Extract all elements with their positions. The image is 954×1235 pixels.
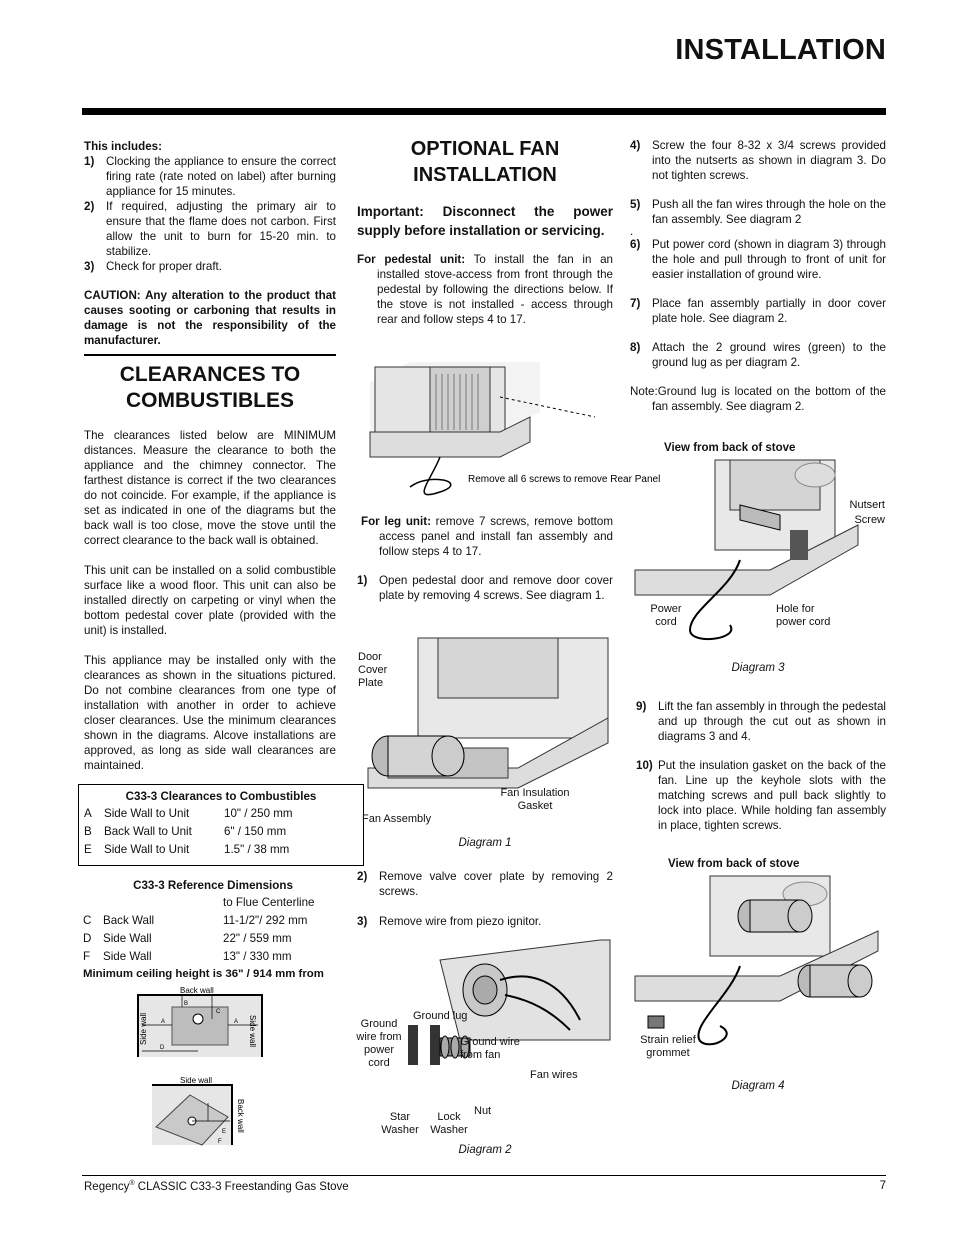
clearances-para-1: The clearances listed below are MINIMUM distances. Measure the clearance to both the appliance and the chimney connector. The farthest distance is correct if the two clearances do not coincide. For example, if the appliance is set as indicated in one of the diagrams but the back wall is too close, move the stove until the correct clearance to the back wall is obtained. [84,428,336,547]
diag-letter: A [161,1019,166,1025]
ground-lug-note: Note:Ground lug is located on the bottom of the fan assembly. See diagram 2. [630,385,886,413]
footer-rule [82,1175,886,1176]
list-item: 1) Clocking the appliance to ensure the correct firing rate (rate noted on label) after burning appliance for 15 minutes. [84,155,336,198]
steps-4-8 [630,138,886,414]
ground-power-label: Ground wire from power cord [356,1018,402,1069]
clearances-para-2: This unit can be installed on a solid combustible surface like a wood floor. This unit can also be installed directly on carpeting or vinyl when the bottom pedestal cover plate (provided with the unit) is installed. [84,563,336,637]
diag-letter: A [234,1019,239,1025]
pedestal-instructions: For pedestal unit: To install the fan in an installed stove-access from front through the pedestal by following the directions below. If the stove is not installed - access through rear and follow steps 4 to 17. [357,253,613,326]
page-title: INSTALLATION [675,34,886,66]
includes-heading: This includes: [84,140,162,153]
stray-dot: . [630,225,634,238]
diagram-4 [630,876,880,1046]
diag-letter: B [184,1001,189,1007]
diag-letter: C [216,1009,221,1015]
step-1: 1) Open pedestal door and remove door cover plate by removing 4 screws. See diagram 1. [357,574,613,602]
diag-back-wall-label: Back wall [180,986,214,995]
diagram-1-caption: Diagram 1 [458,837,512,849]
table-row: D Side Wall 22" / 559 mm [83,932,292,945]
diag-back-wall-right: Back wall [236,1099,245,1133]
table-row: C Back Wall 11-1/2"/ 292 mm [83,914,308,927]
steps-2-3 [357,869,613,929]
clearances-table-title: C33-3 Clearances to Combustibles [125,790,317,803]
ceiling-note: Minimum ceiling height is 36" / 914 mm from [83,968,324,980]
step-4: 4) Screw the four 8-32 x 3/4 screws provided into the nutserts as shown in diagram 3. Do not tighten screws. [630,139,886,182]
diag-letter: E [222,1129,227,1135]
hole-label: Hole for power cord [776,603,831,628]
power-cord-label: Power cord [650,603,682,628]
steps-9-10 [630,699,886,833]
caution-text: CAUTION: Any alteration to the product that causes sooting or carboning that results in damage is not the responsibility of the manufacturer. [84,289,336,347]
nutsert-label: Nutsert Screw [849,499,885,526]
reference-table-title: C33-3 Reference Dimensions [133,879,293,892]
step-3: 3) Remove wire from piezo ignitor. [357,915,542,928]
fan-section [357,136,613,327]
lock-washer-label: Lock Washer [430,1111,468,1136]
footer [84,1180,886,1193]
table-row: E Side Wall to Unit 1.5" / 38 mm [84,843,290,856]
star-washer-label: Star Washer [381,1111,419,1136]
gasket-label: Fan Insulation Gasket [500,787,570,812]
clearance-diagram [132,985,272,1145]
rear-panel-diagram [370,362,661,512]
strain-relief-label: Strain relief grommet [640,1034,696,1059]
fan-heading: OPTIONAL FAN INSTALLATION [410,138,560,186]
step-2: 2) Remove valve cover plate by removing 2 screws. [357,870,613,898]
fan-assembly-label: Fan Assembly [362,813,432,825]
step-8: 8) Attach the 2 ground wires (green) to the ground lug as per diagram 2. [630,341,886,369]
step-9: 9) Lift the fan assembly in through the pedestal and up through the cut out as shown in diagrams 3 and 4. [636,700,886,743]
clearances-table [78,784,364,866]
leg-instructions: For leg unit: remove 7 screws, remove bottom access panel and install fan assembly and follow steps 4 to 17. [361,515,613,558]
list-item: 2) If required, adjusting the primary air to ensure that the flame does not carbon. First allow the unit to burn for 15-20 min. to stabilize. [84,200,336,258]
diagram-4-caption: Diagram 4 [731,1080,785,1092]
table-row: F Side Wall 13" / 330 mm [83,950,292,963]
clearances-heading: CLEARANCES TO COMBUSTIBLES [119,362,301,412]
nut-label: Nut [474,1105,492,1117]
door-cover-label: Door Cover Plate [358,651,388,689]
includes-section [84,139,336,773]
leg-section [357,514,613,603]
step-6: 6) Put power cord (shown in diagram 3) through the hole and pull through to front of unit for easier installation of ground wire. [630,238,886,281]
clearances-para-3: This appliance may be installed only with the clearances as shown in the situations pictured. Do not combine clearances from one type of installation with another in order to achieve closer clearances. Use the minimum clearances shown in the diagrams. Alcove installations are approved, as long as side wall clearances are maintained. [84,653,336,772]
footer-model: Regency® CLASSIC C33-3 Freestanding Gas Stove [84,1180,349,1193]
diag-letter: F [218,1139,222,1145]
diag-letter: D [160,1045,165,1051]
table-row: A Side Wall to Unit 10" / 250 mm [84,807,293,820]
diagram-3 [630,460,860,660]
rear-panel-label: Remove all 6 screws to remove Rear Panel [468,474,661,485]
diagram-3-view-label: View from back of stove [664,442,796,454]
step-5: 5) Push all the fan wires through the hole on the fan assembly. See diagram 2 [630,198,886,226]
section-rule [84,354,336,356]
list-item: 3) Check for proper draft. [84,260,222,273]
page-number: 7 [879,1180,886,1192]
diag-side-wall-right: Side wall [248,1015,257,1048]
diagram-3-caption: Diagram 3 [731,662,785,674]
diag-side-wall-left: Side wall [139,1012,148,1045]
reference-table [83,878,343,983]
header-rule [82,108,886,115]
step-7: 7) Place fan assembly partially in door cover plate hole. See diagram 2. [630,297,886,325]
table-row: B Back Wall to Unit 6" / 150 mm [84,825,287,838]
step-10: 10) Put the insulation gasket on the back of the fan. Line up the keyhole slots with the matching screws and pull back slightly to lock into place. While holding fan assembly in place, tighten screws. [636,759,886,832]
ground-fan-label: Ground wire from fan [460,1036,520,1061]
diagram-2-caption: Diagram 2 [458,1144,512,1156]
table-row: to Flue Centerline [223,896,315,909]
important-note: Important: Disconnect the power supply before installation or servicing. [357,204,613,238]
fan-wires-label: Fan wires [530,1069,578,1081]
diag-side-wall-bottom: Side wall [180,1076,213,1085]
ground-lug-label: Ground lug [413,1010,468,1022]
diagram-4-view-label: View from back of stove [668,858,800,870]
